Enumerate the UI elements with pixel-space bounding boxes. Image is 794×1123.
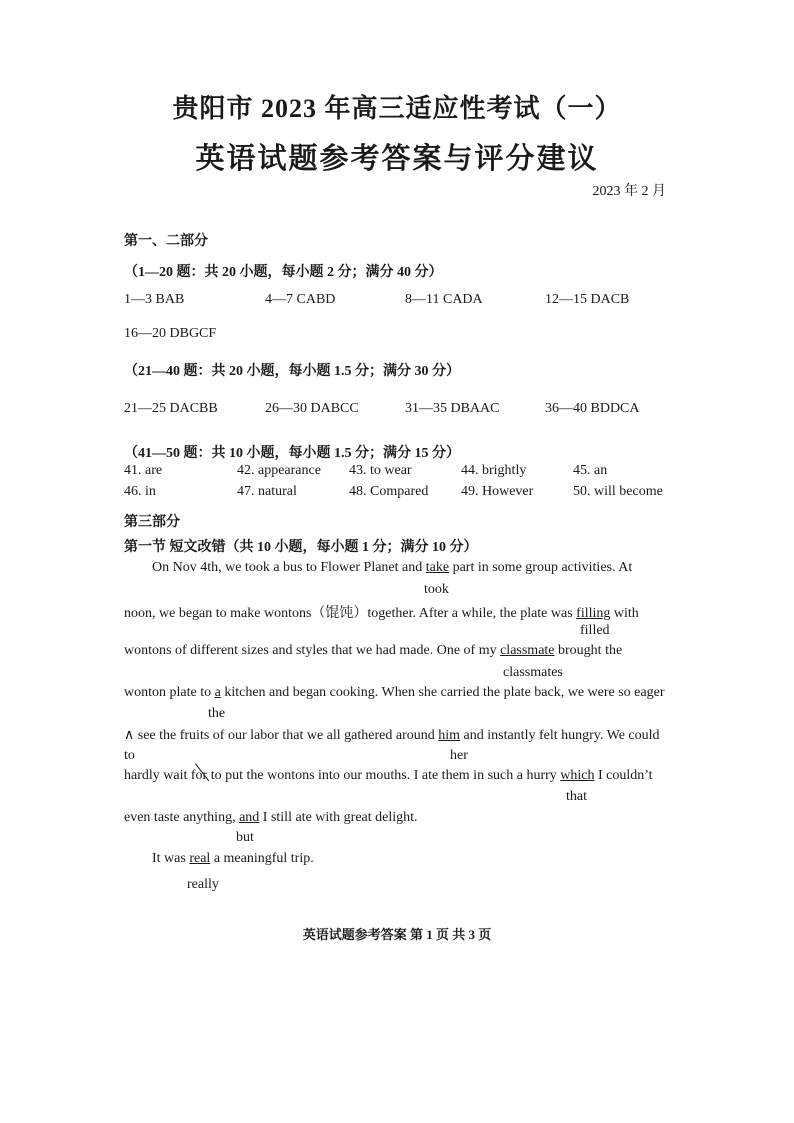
answer-item: 43. to wear — [349, 463, 412, 478]
answer-item: 16—20 DBGCF — [124, 326, 217, 341]
passage-line: even taste anything, and I still ate with great delight. — [124, 810, 418, 825]
answer-item: 41. are — [124, 463, 163, 478]
correction-word: really — [187, 877, 219, 892]
group3-answers-row1 — [124, 463, 684, 483]
answer-item: 45. an — [573, 463, 608, 478]
group2-note: （21—40 题：共 20 小题，每小题 1.5 分；满分 30 分） — [124, 364, 460, 379]
passage-line: wonton plate to a kitchen and began cooking. When she carried the plate back, we were so eager — [124, 685, 665, 700]
error-word: and — [239, 810, 260, 825]
error-word: filling — [576, 606, 611, 621]
exam-title: 贵阳市 2023 年高三适应性考试（一） — [172, 94, 622, 123]
deleted-word: for — [190, 768, 208, 783]
answer-item: 48. Compared — [349, 484, 429, 499]
document-date: 2023 年 2 月 — [592, 184, 666, 199]
passage-line: On Nov 4th, we took a bus to Flower Planet and take part in some group activities. At — [152, 560, 633, 575]
error-word: classmate — [500, 643, 555, 658]
answer-item: 47. natural — [237, 484, 297, 499]
answer-item: 46. in — [124, 484, 156, 499]
passage-line: wontons of different sizes and styles that we had made. One of my classmate brought the — [124, 643, 623, 658]
answer-item: 36—40 BDDCA — [545, 401, 640, 416]
correction-word: filled — [580, 623, 610, 638]
answer-item: 1—3 BAB — [124, 292, 185, 307]
answer-item: 4—7 CABD — [265, 292, 336, 307]
correction-word: took — [424, 582, 449, 597]
correction-word: classmates — [503, 665, 563, 680]
correction-word: her — [450, 748, 468, 763]
answer-item: 21—25 DACBB — [124, 401, 218, 416]
error-word: real — [189, 851, 211, 866]
passage-line: noon, we began to make wontons（馄饨）together. After a while, the plate was filling with — [124, 606, 639, 621]
error-word: which — [560, 768, 595, 783]
error-word: him — [438, 728, 461, 743]
section1-heading: 第一节 短文改错（共 10 小题，每小题 1 分；满分 10 分） — [124, 540, 478, 555]
group2-answers-row — [124, 401, 684, 421]
passage-line: It was real a meaningful trip. — [152, 851, 314, 866]
group3-answers-row2 — [124, 484, 684, 504]
answer-item: 44. brightly — [461, 463, 527, 478]
error-word: a — [214, 685, 221, 700]
correction-word: but — [236, 830, 254, 845]
error-word: take — [425, 560, 450, 575]
answer-item: 8—11 CADA — [405, 292, 483, 307]
page-footer: 英语试题参考答案 第 1 页 共 3 页 — [302, 927, 492, 942]
answer-item: 50. will become — [573, 484, 663, 499]
group1-answers-row1 — [124, 292, 684, 312]
part3-heading: 第三部分 — [124, 515, 180, 530]
answer-item: 12—15 DACB — [545, 292, 630, 307]
part12-heading: 第一、二部分 — [124, 234, 208, 249]
group1-note: （1—20 题：共 20 小题，每小题 2 分；满分 40 分） — [124, 265, 443, 280]
correction-word: to — [124, 748, 135, 763]
answer-item: 26—30 DABCC — [265, 401, 359, 416]
group3-note: （41—50 题：共 10 小题，每小题 1.5 分；满分 15 分） — [124, 446, 460, 461]
answer-item: 31—35 DBAAC — [405, 401, 500, 416]
document-title: 英语试题参考答案与评分建议 — [195, 143, 599, 175]
answer-item: 49. However — [461, 484, 534, 499]
passage-line: hardly wait for to put the wontons into our mouths. I ate them in such a hurry which I couldn’t — [124, 768, 653, 783]
correction-word: the — [208, 706, 226, 721]
group1-answers-row2 — [124, 326, 684, 346]
correction-word: that — [566, 789, 587, 804]
answer-item: 42. appearance — [237, 463, 321, 478]
passage-line: ∧ see the fruits of our labor that we all gathered around him and instantly felt hungry. We could — [124, 728, 660, 743]
